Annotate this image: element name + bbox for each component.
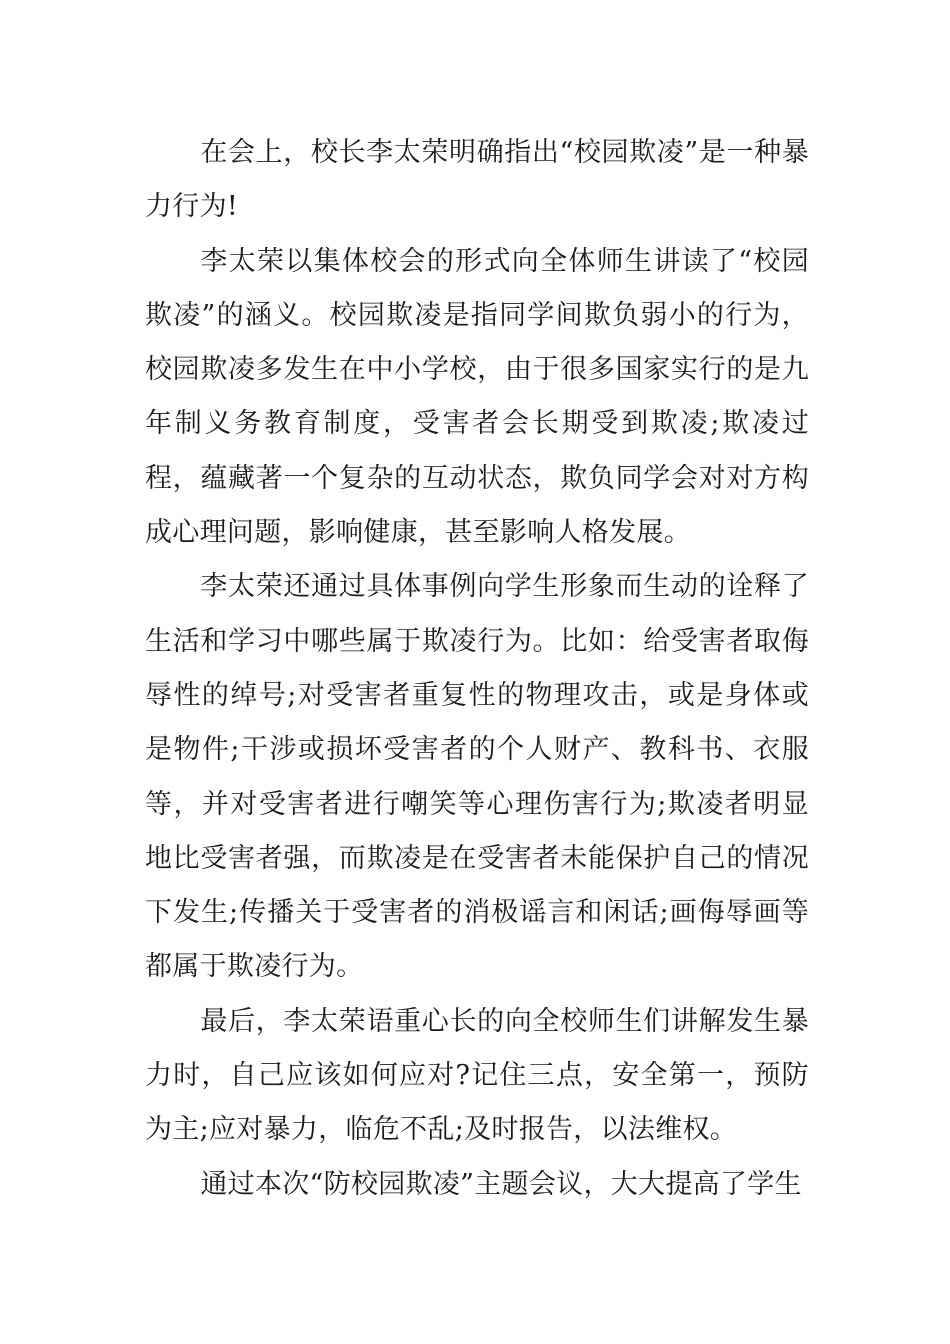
paragraph-5: 通过本次“防校园欺凌”主题会议，大大提高了学生 — [200, 1168, 802, 1200]
paragraph-3: 李太荣还通过具体事例向学生形象而生动的诠释了生活和学习中哪些属于欺凌行为。比如：给受害者取侮辱性的绰号;对受害者重复性的物理攻击，或是身体或是物件;干涉或损坏受害者的个人财产、教科书、衣服等，并对受害者进行嘲笑等心理伤害行为;欺凌者明显地比受害者强，而欺凌是在受害者未能保护自己的情况下发生;传播关于受害者的消极谣言和闲话;画侮辱画等都属于欺凌行为。 — [145, 571, 809, 983]
paragraph-4: 最后，李太荣语重心长的向全校师生们讲解发生暴力时，自己应该如何应对?记住三点，安全第一，预防为主;应对暴力，临危不乱;及时报告，以法维权。 — [145, 1005, 809, 1146]
paragraph-2: 李太荣以集体校会的形式向全体师生讲读了“校园欺凌”的涵义。校园欺凌是指同学间欺负弱小的行为，校园欺凌多发生在中小学校，由于很多国家实行的是九年制义务教育制度，受害者会长期受到欺凌;欺凌过程，蕴藏著一个复杂的互动状态，欺负同学会对对方构成心理问题，影响健康，甚至影响人格发展。 — [145, 245, 809, 549]
paragraph-1: 在会上，校长李太荣明确指出“校园欺凌”是一种暴力行为! — [145, 137, 809, 223]
document-body — [145, 126, 809, 1212]
